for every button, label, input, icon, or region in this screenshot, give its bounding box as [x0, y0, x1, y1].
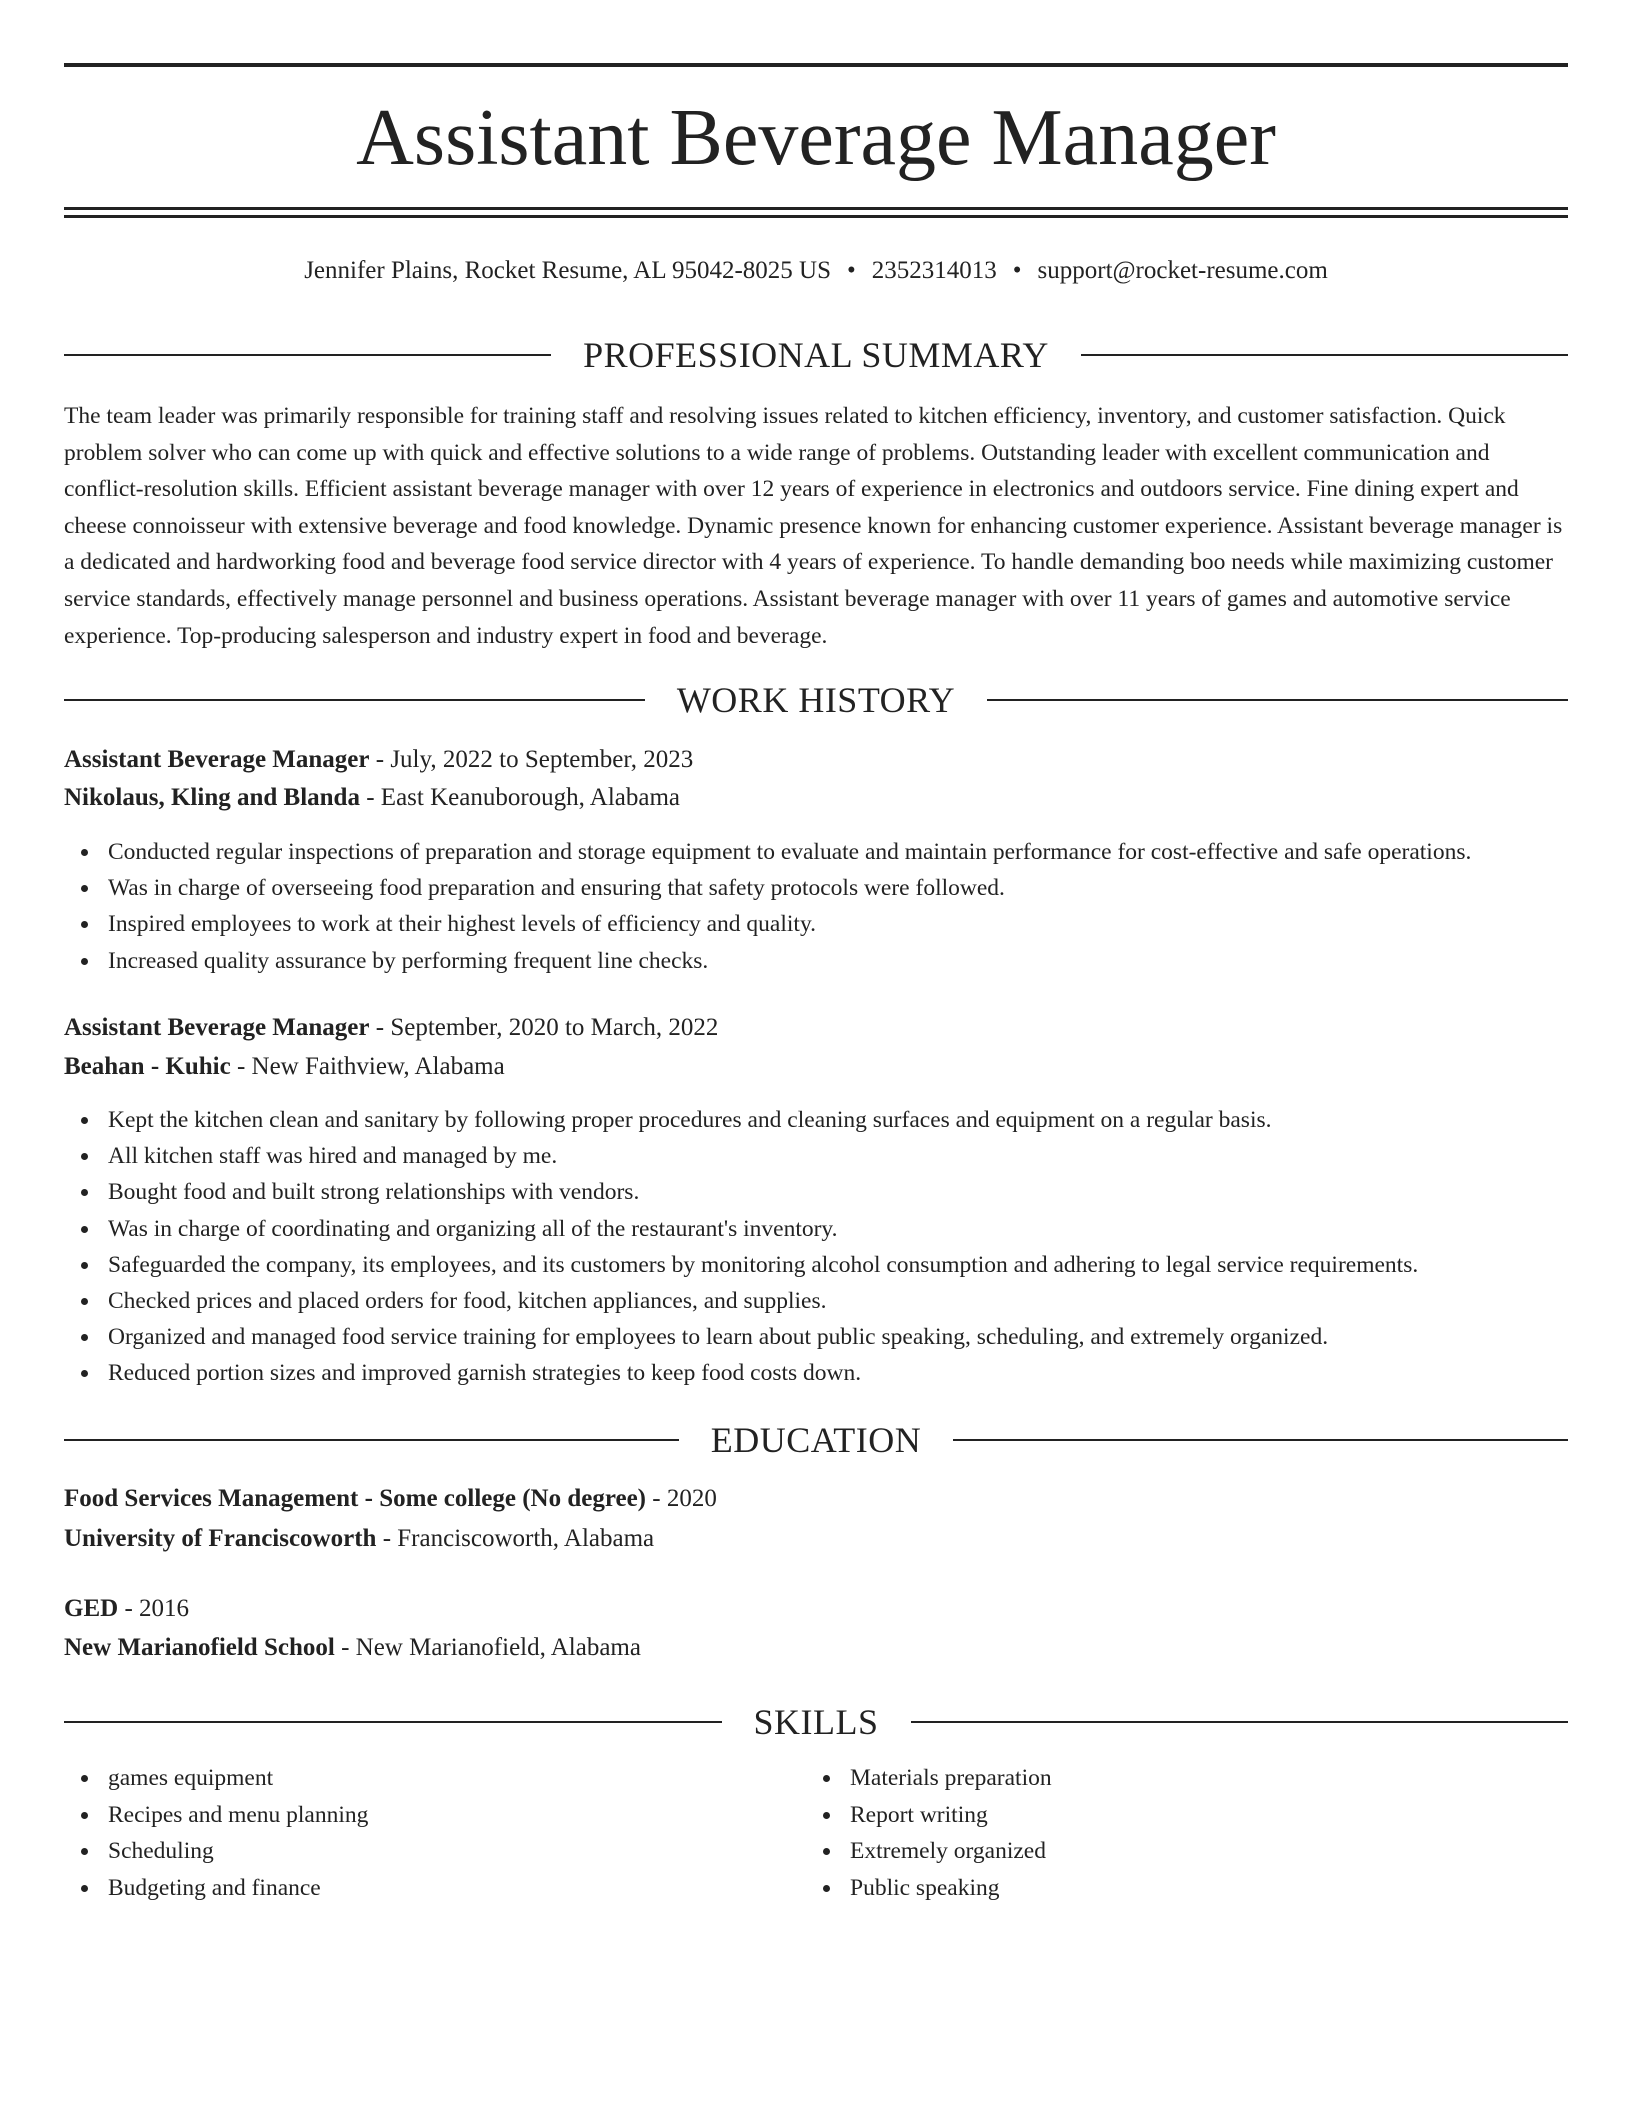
heading-rule — [953, 1439, 1568, 1441]
job-company: Beahan - Kuhic — [64, 1053, 231, 1080]
section-title: PROFESSIONAL SUMMARY — [583, 335, 1049, 375]
section-heading-skills — [64, 1700, 1568, 1744]
skills-list-right — [806, 1760, 1550, 1906]
resume-title: Assistant Beverage Manager — [356, 94, 1276, 182]
job-bullet: Inspired employees to work at their highest levels of efficiency and quality. — [108, 906, 1568, 942]
contact-separator: • — [846, 257, 856, 284]
job-bullet: Checked prices and placed orders for food, kitchen appliances, and supplies. — [108, 1283, 1568, 1319]
heading-rule — [64, 1721, 722, 1723]
heading-rule — [987, 699, 1568, 701]
title-rule-lower — [64, 215, 1568, 218]
job-location: - East Keanuborough, Alabama — [359, 784, 681, 811]
top-rule — [64, 63, 1568, 67]
job-bullet: Safeguarded the company, its employees, and its customers by monitoring alcohol consumption and adhering to legal service requirements. — [108, 1247, 1568, 1283]
skill-item: games equipment — [108, 1760, 808, 1797]
job-title: Assistant Beverage Manager — [64, 746, 370, 773]
job-bullet: Increased quality assurance by performing frequent line checks. — [108, 943, 1568, 979]
education-school: New Marianofield School — [64, 1634, 335, 1661]
education-school-line — [64, 1630, 1568, 1666]
education-degree: GED — [64, 1595, 119, 1622]
education-location: - New Marianofield, Alabama — [334, 1634, 641, 1661]
job-bullet-list — [64, 1102, 1568, 1392]
job-title: Assistant Beverage Manager — [64, 1014, 370, 1041]
skill-item: Scheduling — [108, 1833, 808, 1870]
education-year: - 2016 — [118, 1595, 190, 1622]
job-bullet: Conducted regular inspections of preparation and storage equipment to evaluate and maintain performance for cost-effective and safe operations. — [108, 834, 1568, 870]
education-degree-line — [64, 1481, 1568, 1517]
education-location: - Franciscoworth, Alabama — [376, 1525, 655, 1552]
education-degree-line — [64, 1591, 1568, 1627]
title-rule-upper — [64, 207, 1568, 210]
skill-item: Recipes and menu planning — [108, 1797, 808, 1834]
skill-item: Report writing — [850, 1797, 1550, 1834]
section-heading-summary — [64, 333, 1568, 377]
section-title: SKILLS — [753, 1702, 879, 1742]
skill-item: Public speaking — [850, 1870, 1550, 1907]
job-bullet: Reduced portion sizes and improved garnish strategies to keep food costs down. — [108, 1355, 1568, 1391]
heading-rule — [1081, 354, 1568, 356]
skills-list-left — [64, 1760, 808, 1906]
job-bullet: Was in charge of coordinating and organizing all of the restaurant's inventory. — [108, 1211, 1568, 1247]
heading-rule — [64, 1439, 679, 1441]
job-location: - New Faithview, Alabama — [230, 1053, 505, 1080]
education-year: - 2020 — [646, 1485, 717, 1512]
education-school: University of Franciscoworth — [64, 1525, 377, 1552]
heading-rule — [64, 354, 551, 356]
job-title-line — [64, 1010, 1568, 1046]
skill-item: Extremely organized — [850, 1833, 1550, 1870]
job-company-line — [64, 780, 1568, 816]
job-bullet: Organized and managed food service training for employees to learn about public speaking, scheduling, and extremely organized. — [108, 1319, 1568, 1355]
section-heading-education — [64, 1418, 1568, 1462]
contact-line — [64, 254, 1568, 288]
job-company: Nikolaus, Kling and Blanda — [64, 784, 360, 811]
section-heading-work — [64, 678, 1568, 722]
job-bullet: All kitchen staff was hired and managed by me. — [108, 1138, 1568, 1174]
job-bullet: Bought food and built strong relationships with vendors. — [108, 1174, 1568, 1210]
job-company-line — [64, 1049, 1568, 1085]
job-dates: - July, 2022 to September, 2023 — [369, 746, 694, 773]
job-title-line — [64, 742, 1568, 778]
heading-rule — [64, 699, 645, 701]
education-degree: Food Services Management - Some college (No degree) — [64, 1485, 647, 1512]
summary-text: The team leader was primarily responsible for training staff and resolving issues related to kitchen efficiency, inventory, and customer satisfaction. Quick problem solver who can come up with quick and effective solutions to a wide range of problems. Outstanding leader with excellent communication and conflict-resolution skills. Efficient assistant beverage manager with over 12 years of experience in electronics and outdoors service. Fine dining expert and cheese connoisseur with extensive beverage and food knowledge. Dynamic presence known for enhancing customer experience. Assistant beverage manager is a dedicated and hardworking food and beverage food service director with 4 years of experience. To handle demanding boo needs while maximizing customer service standards, effectively manage personnel and business operations. Assistant beverage manager with over 11 years of games and automotive service experience. Top-producing salesperson and industry expert in food and beverage. — [64, 403, 1563, 649]
section-title: WORK HISTORY — [676, 680, 956, 720]
job-bullet: Was in charge of overseeing food preparation and ensuring that safety protocols were followed. — [108, 870, 1568, 906]
heading-rule — [911, 1721, 1569, 1723]
education-school-line — [64, 1521, 1568, 1557]
contact-separator: • — [1012, 257, 1022, 284]
contact-phone: 2352314013 — [871, 257, 997, 284]
job-bullet-list — [64, 834, 1568, 979]
contact-address: Jennifer Plains, Rocket Resume, AL 95042-8025 US — [304, 257, 831, 284]
section-title: EDUCATION — [710, 1420, 922, 1460]
job-dates: - September, 2020 to March, 2022 — [369, 1014, 719, 1041]
skill-item: Budgeting and finance — [108, 1870, 808, 1907]
contact-email[interactable]: support@rocket-resume.com — [1037, 257, 1328, 284]
skill-item: Materials preparation — [850, 1760, 1550, 1797]
job-bullet: Kept the kitchen clean and sanitary by following proper procedures and cleaning surfaces and equipment on a regular basis. — [108, 1102, 1568, 1138]
